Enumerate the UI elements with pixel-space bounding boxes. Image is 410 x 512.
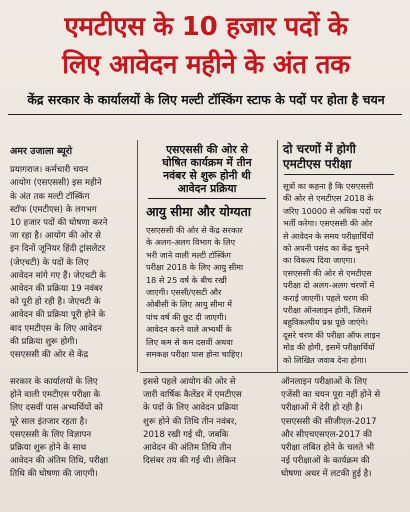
bottom-column-1: सरकार के कार्यालयों के लिए होने वाली एमटीएस परीक्षा के लिए दसवीं पास अभ्यर्थियों को पूरे साल इंतजार रहता है। एसएससी के लिए विज्ञापन प्रक्रिया शुरू होने के साथ आवेदन की अंतिम तिथि, परीक्षा तिथि की घोषणा की जाएगी। [10, 377, 109, 480]
right-column-body: सूत्रों का कहना है कि एसएससी की ओर से एमटीएस 2018 के जरिए 10000 से अधिक पदों पर भर्ती करेगा। एसएससी की ओर से आवेदन के समय परीक्षार्थियों को अपनी पसंद का केंद्र चुनने का विकल्प दिया जाएगा। एसएससी की ओर से एमटीएस परीक्षा दो अलग-अलग चरणों में कराई जाएगी। पहले चरण की परीक्षा ऑनलाइन होगी, जिसमें बहुविकल्पीय प्रश्न पूछे जाएंगे। दूसरे चरण की परीक्षा ऑफ लाइन मोड की होगी, इसमें परीक्षार्थियों को लिखित जवाब देना होगा। [283, 181, 382, 365]
column-rule-2 [277, 140, 278, 372]
bottom-column-2: इससे पहले आयोग की ओर से जारी वार्षिक कैलेंडर में एमटीएस के पदों के लिए आवेदन प्रक्रिया शुरू होने की तिथि तीन नवंबर, 2018 रखी गई थी, जबकि आवेदन की अंतिम तिथि तीन दिसंबर तय की गई थी। लेकिन [143, 377, 242, 467]
column-rule-1 [137, 140, 138, 372]
middle-kicker-rule [148, 198, 266, 199]
left-column-body: प्रयागराज। कर्मचारी चयन आयोग (एसएससी) इस महीने के अंत तक मल्टी टॉस्किंग स्टॉफ (एमटीएस) के लगभग 10 हजार पदों की घोषणा करने जा रहा है। आयोग की ओर से इन दिनों जूनियर हिंदी ट्रांसलेटर (जेएचटी) के पदों के लिए आवेदन मांगे गए हैं। जेएचटी के आवेदन की प्रक्रिया 19 नवंबर को पूरी हो रही है। जेएचटी के आवेदन की प्रक्रिया पूरी होने के बाद एमटीएस के लिए आवेदन की प्रक्रिया शुरू होगी। एसएससी की ओर से केंद्र [10, 165, 108, 361]
headline [10, 8, 402, 84]
bottom-column-3: ऑनलाइन परीक्षाओं के लिए एजेंसी का चयन पूरा नहीं होने से परीक्षाओं में देरी हो रही है। एसएससी की सीजीएल-2017 और सीएचएसएल-2017 की परीक्षा लंबित होने के चलते भी नई परीक्षाओं के कार्यक्रम की घोषणा अधर में लटकी हुई है। [281, 377, 381, 480]
right-column [283, 180, 405, 366]
byline: अमर उजाला ब्यूरो [10, 146, 73, 157]
deck-subheadline: केंद्र सरकार के कार्यालयों के लिए मल्टी टॉस्किंग स्टाफ के पदों पर होता है चयन [27, 92, 385, 107]
right-kicker: दो चरणों में होगी एमटीएस परीक्षा [283, 142, 356, 171]
headline-line-2: लिए आवेदन महीने के अंत तक [62, 50, 350, 80]
middle-kicker: एसएससी की ओर से घोषित कार्यक्रम में तीन नवंबर से शुरू होनी थी आवेदन प्रक्रिया [162, 143, 252, 195]
right-kicker-rule [284, 174, 394, 175]
middle-column-body: एसएससी की ओर से केंद्र सरकार के अलग-अलग विभाग के लिए भरी जाने वाली मल्टी टॉस्किंग परीक्षा 2018 के लिए आयु सीमा 18 से 25 वर्ष के बीच रखी जाएगी। एससी/एसटी और ओबीसी के लिए आयु सीमा में पांच वर्ष की छूट दी जाएगी। आवेदन करने वाले अभ्यर्थी के लिए कम से कम दसवीं अथवा समकक्ष परीक्षा पास होना चाहिए। [146, 225, 244, 360]
headline-line-1: एमटीएस के 10 हजार पदों के [64, 12, 348, 42]
middle-subhead: आयु सीमा और योग्यता [146, 204, 251, 219]
deck-rule [8, 114, 402, 115]
middle-column [146, 224, 270, 360]
left-column [10, 145, 130, 362]
bottom-rule [140, 372, 408, 373]
